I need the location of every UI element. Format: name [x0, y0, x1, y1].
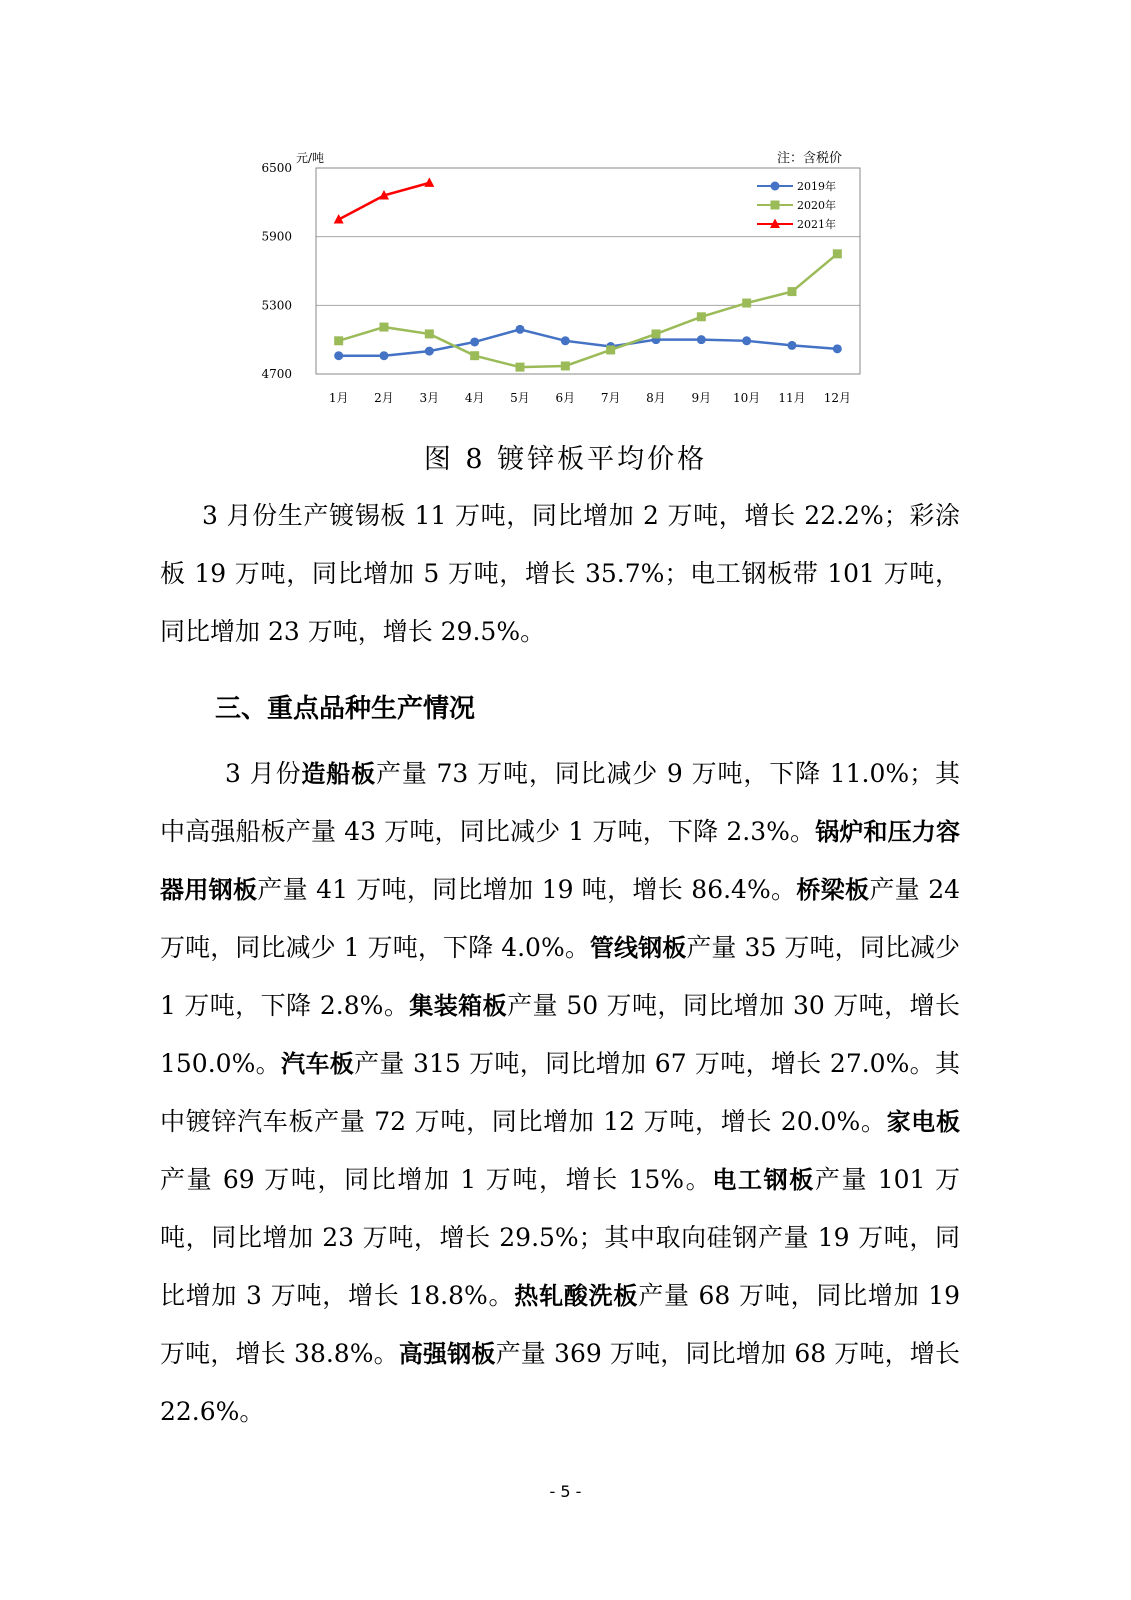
data-point [516, 325, 525, 334]
data-point [606, 345, 615, 354]
x-tick-label: 5月 [510, 391, 530, 405]
legend-marker [771, 201, 780, 210]
data-point [516, 363, 525, 372]
data-point [742, 336, 751, 345]
paragraph-text: 产量 315 万吨，同比增加 67 万吨，增长 27.0%。其中镀锌汽车板产量 72 万吨，同比增加 12 万吨，增长 20.0%。 [160, 1049, 961, 1136]
data-point [470, 337, 479, 346]
paragraph-text: 3 月份 [225, 759, 302, 788]
paragraph-text: 产量 50 万吨，同比增加 30 万吨，增长 150.0%。 [160, 991, 960, 1078]
data-point [424, 177, 434, 187]
paragraph-text: 产量 69 万吨，同比增加 1 万吨，增长 15%。 [160, 1165, 713, 1194]
x-tick-label: 3月 [419, 391, 440, 405]
x-tick-label: 1月 [328, 391, 349, 405]
y-axis-label: 元/吨 [296, 151, 325, 165]
x-tick-label: 11月 [778, 391, 806, 405]
product-name: 造船板 [301, 760, 376, 788]
data-point [833, 249, 842, 258]
paragraph-1: 3 月份生产镀锡板 11 万吨，同比增加 2 万吨，增长 22.2%；彩涂板 19 万吨，同比增加 5 万吨，增长 35.7%；电工钢板带 101 万吨，同比增加 23 万吨，增长 29.5%。 [160, 501, 960, 646]
section-heading: 三、重点品种生产情况 [215, 694, 476, 724]
data-point [470, 351, 479, 360]
legend-label: 2019年 [797, 180, 836, 193]
paragraph-text: 产量 101 万吨，同比增加 23 万吨，增长 29.5%；其中取向硅钢产量 19 万吨，同比增加 3 万吨，增长 18.8%。 [160, 1165, 960, 1310]
figure-caption: 图 8 镀锌板平均价格 [423, 444, 708, 475]
x-tick-label: 9月 [691, 391, 712, 405]
data-point [334, 336, 343, 345]
legend-label: 2021年 [797, 218, 836, 231]
paragraph-text: 产量 41 万吨，同比增加 19 吨，增长 86.4%。 [257, 875, 797, 904]
data-point [652, 329, 661, 338]
data-point [334, 351, 343, 360]
x-tick-label: 8月 [646, 391, 666, 405]
data-point [788, 341, 797, 350]
paragraph-text: 产量 369 万吨，同比增加 68 万吨，增长 22.6%。 [160, 1339, 960, 1426]
y-tick-label: 4700 [261, 367, 292, 381]
product-name: 高强钢板 [398, 1340, 496, 1368]
x-tick-label: 10月 [733, 391, 761, 405]
page-number: - 5 - [549, 1482, 582, 1501]
paragraph-text: 产量 73 万吨，同比减少 9 万吨，下降 11.0%；其中高强船板产量 43 万吨，同比减少 1 万吨，下降 2.3%。 [160, 759, 960, 846]
y-tick-label: 5900 [261, 229, 292, 244]
y-tick-label: 6500 [261, 161, 292, 175]
y-tick-label: 5300 [261, 298, 292, 313]
paragraph-text: 产量 24 万吨，同比减少 1 万吨，下降 4.0%。 [160, 875, 961, 962]
price-note: 注：含税价 [776, 151, 842, 166]
data-point [425, 329, 434, 338]
data-point [561, 336, 570, 345]
data-point [833, 344, 842, 353]
data-point [380, 351, 389, 360]
data-point [380, 323, 389, 332]
series-line [339, 254, 838, 367]
series-line [339, 183, 430, 220]
product-name: 集装箱板 [409, 992, 508, 1020]
x-tick-label: 6月 [555, 391, 576, 405]
data-point [425, 347, 434, 356]
series-line [339, 329, 838, 355]
data-point [697, 335, 706, 344]
product-name: 家电板 [886, 1108, 961, 1136]
legend-marker [771, 182, 780, 191]
data-point [561, 361, 570, 370]
data-point [788, 287, 797, 296]
data-point [697, 312, 706, 321]
data-point [742, 299, 751, 308]
product-name: 汽车板 [281, 1050, 355, 1078]
x-tick-label: 12月 [823, 391, 851, 405]
product-name: 桥梁板 [796, 876, 870, 904]
product-name: 锅炉和压力容器用钢板 [160, 818, 960, 904]
product-name: 热轧酸洗板 [514, 1282, 639, 1310]
x-tick-label: 4月 [464, 391, 485, 405]
x-tick-label: 7月 [600, 391, 621, 405]
paragraph-text: 产量 35 万吨，同比减少 1 万吨，下降 2.8%。 [160, 933, 960, 1020]
x-tick-label: 2月 [374, 391, 394, 405]
product-name: 电工钢板 [712, 1166, 815, 1194]
section-paragraph [160, 745, 960, 1441]
paragraph-text: 产量 68 万吨，同比增加 19 万吨，增长 38.8%。 [160, 1281, 961, 1368]
price-line-chart [0, 0, 1131, 430]
legend-label: 2020年 [797, 199, 836, 212]
product-name: 管线钢板 [589, 934, 687, 962]
